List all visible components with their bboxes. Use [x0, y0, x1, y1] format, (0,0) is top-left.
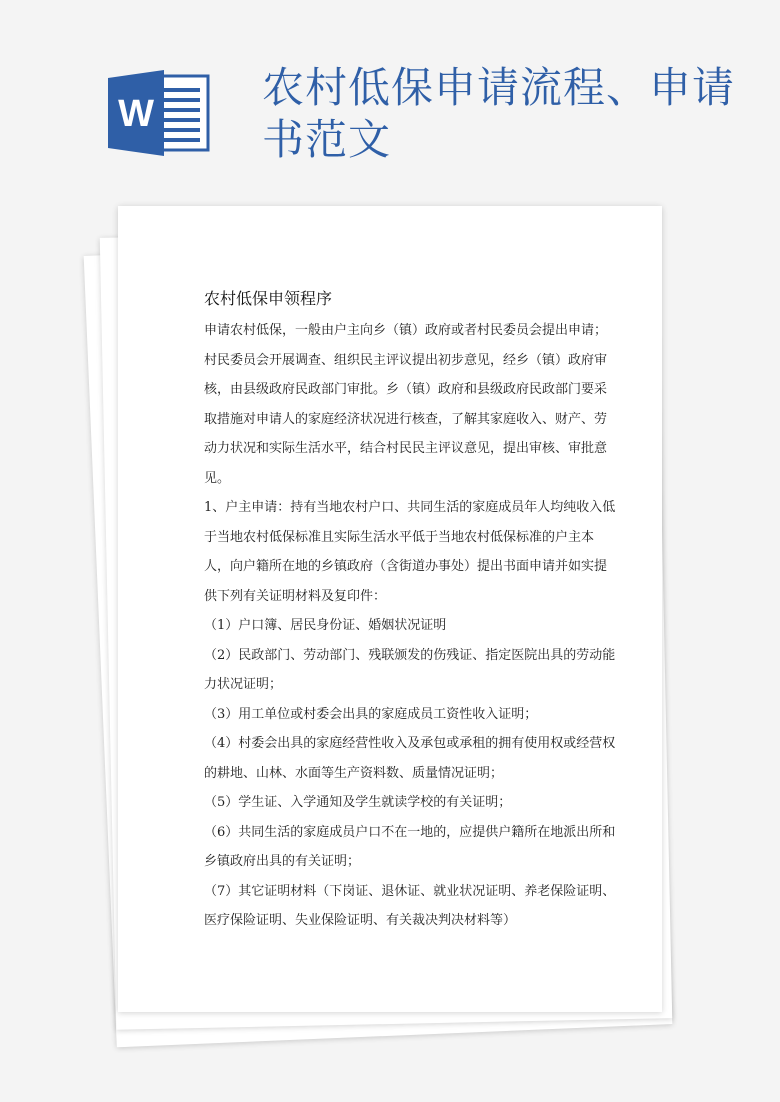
word-doc-icon [108, 70, 212, 156]
document-heading: 农村低保申领程序 [204, 289, 333, 308]
header-banner [0, 0, 780, 200]
page-title: 农村低保申请流程、申请书范文 [262, 63, 736, 164]
doc-paragraph: 1、户主申请：持有当地农村户口、共同生活的家庭成员年人均纯收入低于当地农村低保标准且实际生活水平低于当地农村低保标准的户主本人，向户籍所在地的乡镇政府（含街道办事处）提出书面申请并如实提供下列有关证明材料及复印件： [204, 500, 616, 604]
doc-paragraph: 申请农村低保，一般由户主向乡（镇）政府或者村民委员会提出申请；村民委员会开展调查、组织民主评议提出初步意见，经乡（镇）政府审核，由县级政府民政部门审批。乡（镇）政府和县级政府民政部门要采取措施对申请人的家庭经济状况进行核查，了解其家庭收入、财产、劳动力状况和实际生活水平，结合村民民主评议意见，提出审核、审批意见。 [204, 323, 608, 486]
document-page [118, 206, 662, 1012]
doc-paragraph: （3）用工单位或村委会出具的家庭成员工资性收入证明； [204, 706, 538, 722]
doc-paragraph: （7）其它证明材料（下岗证、退休证、就业状况证明、养老保险证明、医疗保险证明、失业保险证明、有关裁决判决材料等） [204, 883, 616, 928]
doc-paragraph: （4）村委会出具的家庭经营性收入及承包或承租的拥有使用权或经营权的耕地、山林、水面等生产资料数、质量情况证明； [204, 736, 616, 781]
doc-paragraph: （6）共同生活的家庭成员户口不在一地的，应提供户籍所在地派出所和乡镇政府出具的有关证明； [204, 824, 616, 869]
doc-paragraph: （1）户口簿、居民身份证、婚姻状况证明 [204, 618, 447, 633]
doc-paragraph: （2）民政部门、劳动部门、残联颁发的伤残证、指定医院出具的劳动能力状况证明； [204, 647, 616, 692]
word-icon-letter: W [118, 93, 154, 135]
doc-paragraph: （5）学生证、入学通知及学生就读学校的有关证明； [204, 795, 512, 810]
document-body [204, 284, 616, 936]
